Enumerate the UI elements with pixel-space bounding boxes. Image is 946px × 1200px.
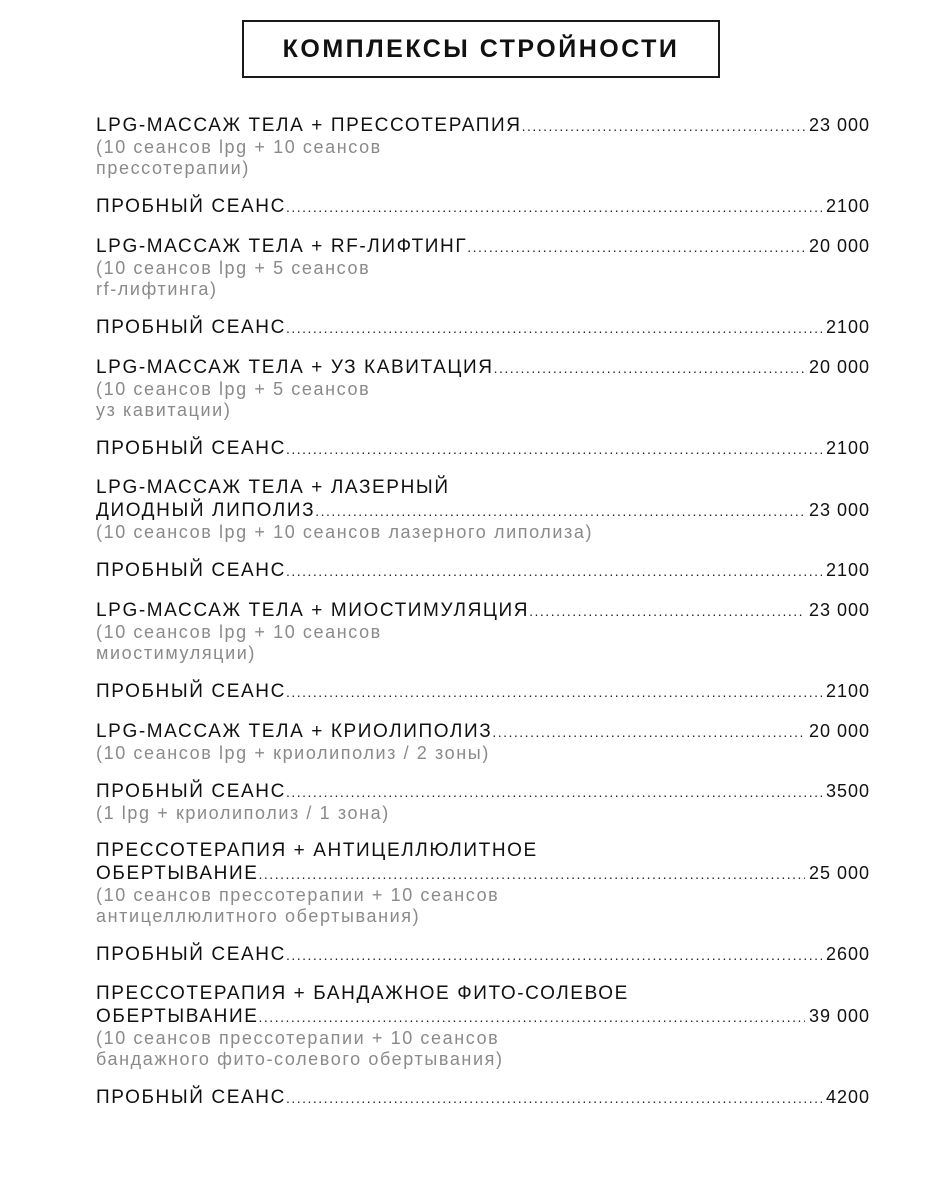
price-item bbox=[96, 559, 870, 582]
dot-leader bbox=[286, 781, 822, 803]
service-name-line1: LPG-МАССАЖ ТЕЛА + ЛАЗЕРНЫЙ bbox=[96, 477, 450, 498]
service-name: ПРОБНЫЙ СЕАНС bbox=[96, 196, 286, 217]
service-price: 20 000 bbox=[808, 236, 870, 256]
service-name: LPG-МАССАЖ ТЕЛА + УЗ КАВИТАЦИЯ bbox=[96, 357, 494, 378]
price-item bbox=[96, 1086, 870, 1109]
price-item bbox=[96, 943, 870, 966]
service-name: ОБЕРТЫВАНИЕ bbox=[96, 863, 259, 884]
price-list bbox=[96, 114, 870, 1126]
service-line bbox=[96, 599, 870, 622]
service-price: 20 000 bbox=[808, 357, 870, 377]
service-description: (10 сеансов прессотерапии + 10 сеансов бандажного фито-солевого обертывания) bbox=[96, 1028, 504, 1069]
service-name: LPG-МАССАЖ ТЕЛА + RF-ЛИФТИНГ bbox=[96, 236, 468, 257]
service-line bbox=[96, 499, 870, 522]
service-line bbox=[96, 1086, 870, 1109]
dot-leader bbox=[522, 115, 805, 137]
service-line bbox=[96, 862, 870, 885]
price-item bbox=[96, 195, 870, 218]
service-price: 23 000 bbox=[808, 500, 870, 520]
dot-leader bbox=[286, 944, 822, 966]
dot-leader bbox=[286, 560, 822, 582]
service-name: ПРОБНЫЙ СЕАНС bbox=[96, 560, 286, 581]
service-name: LPG-МАССАЖ ТЕЛА + ПРЕССОТЕРАПИЯ bbox=[96, 115, 522, 136]
price-item bbox=[96, 235, 870, 300]
service-price: 25 000 bbox=[808, 863, 870, 883]
price-item bbox=[96, 356, 870, 421]
dot-leader bbox=[286, 681, 822, 703]
service-name: LPG-МАССАЖ ТЕЛА + МИОСТИМУЛЯЦИЯ bbox=[96, 600, 530, 621]
price-item bbox=[96, 780, 870, 824]
service-description: (10 сеансов lpg + криолиполиз / 2 зоны) bbox=[96, 743, 490, 763]
service-line bbox=[96, 356, 870, 379]
service-line bbox=[96, 316, 870, 339]
dot-leader bbox=[259, 863, 805, 885]
service-description: (10 сеансов lpg + 10 сеансов миостимуляции) bbox=[96, 622, 382, 663]
service-line bbox=[96, 720, 870, 743]
price-item bbox=[96, 720, 870, 764]
dot-leader bbox=[286, 438, 822, 460]
price-item bbox=[96, 680, 870, 703]
service-price: 2100 bbox=[825, 196, 870, 216]
service-description: (10 сеансов lpg + 5 сеансов уз кавитации) bbox=[96, 379, 371, 420]
service-line bbox=[96, 1005, 870, 1028]
service-name: ПРОБНЫЙ СЕАНС bbox=[96, 781, 286, 802]
dot-leader bbox=[315, 500, 805, 522]
price-item bbox=[96, 316, 870, 339]
price-item bbox=[96, 983, 870, 1070]
title-box bbox=[242, 20, 720, 78]
service-line bbox=[96, 780, 870, 803]
dot-leader bbox=[259, 1006, 805, 1028]
service-price: 23 000 bbox=[808, 600, 870, 620]
service-price: 2100 bbox=[825, 438, 870, 458]
service-name: ПРОБНЫЙ СЕАНС bbox=[96, 1087, 286, 1108]
price-item bbox=[96, 840, 870, 927]
dot-leader bbox=[467, 236, 805, 258]
dot-leader bbox=[286, 317, 822, 339]
service-price: 3500 bbox=[825, 781, 870, 801]
service-name-line1: ПРЕССОТЕРАПИЯ + АНТИЦЕЛЛЮЛИТНОЕ bbox=[96, 840, 538, 861]
service-price: 23 000 bbox=[808, 115, 870, 135]
service-name: ПРОБНЫЙ СЕАНС bbox=[96, 317, 286, 338]
dot-leader bbox=[494, 357, 805, 379]
service-line bbox=[96, 195, 870, 218]
service-line bbox=[96, 680, 870, 703]
price-item bbox=[96, 477, 870, 543]
dot-leader bbox=[286, 196, 822, 218]
service-description: (10 сеансов lpg + 10 сеансов прессотерапии) bbox=[96, 137, 382, 178]
service-description: (10 сеансов прессотерапии + 10 сеансов антицеллюлитного обертывания) bbox=[96, 885, 500, 926]
price-item bbox=[96, 437, 870, 460]
service-name: ОБЕРТЫВАНИЕ bbox=[96, 1006, 259, 1027]
page-title: КОМПЛЕКСЫ СТРОЙНОСТИ bbox=[282, 34, 680, 63]
service-name: ДИОДНЫЙ ЛИПОЛИЗ bbox=[96, 500, 316, 521]
service-price: 4200 bbox=[825, 1087, 870, 1107]
service-name: ПРОБНЫЙ СЕАНС bbox=[96, 944, 286, 965]
service-description: (10 сеансов lpg + 10 сеансов лазерного липолиза) bbox=[96, 522, 594, 542]
service-price: 2600 bbox=[825, 944, 870, 964]
service-name: ПРОБНЫЙ СЕАНС bbox=[96, 681, 286, 702]
service-price: 2100 bbox=[825, 560, 870, 580]
service-line bbox=[96, 943, 870, 966]
service-name-line1: ПРЕССОТЕРАПИЯ + БАНДАЖНОЕ ФИТО-СОЛЕВОЕ bbox=[96, 983, 629, 1004]
service-line bbox=[96, 235, 870, 258]
service-price: 39 000 bbox=[808, 1006, 870, 1026]
service-line bbox=[96, 437, 870, 460]
service-name: ПРОБНЫЙ СЕАНС bbox=[96, 438, 286, 459]
service-line bbox=[96, 114, 870, 137]
price-item bbox=[96, 599, 870, 664]
dot-leader bbox=[529, 600, 805, 622]
service-price: 2100 bbox=[825, 681, 870, 701]
service-line bbox=[96, 559, 870, 582]
dot-leader bbox=[286, 1087, 822, 1109]
service-price: 20 000 bbox=[808, 721, 870, 741]
service-name: LPG-МАССАЖ ТЕЛА + КРИОЛИПОЛИЗ bbox=[96, 721, 493, 742]
service-description: (1 lpg + криолиполиз / 1 зона) bbox=[96, 803, 390, 823]
service-price: 2100 bbox=[825, 317, 870, 337]
service-description: (10 сеансов lpg + 5 сеансов rf-лифтинга) bbox=[96, 258, 371, 299]
dot-leader bbox=[492, 721, 805, 743]
price-item bbox=[96, 114, 870, 179]
